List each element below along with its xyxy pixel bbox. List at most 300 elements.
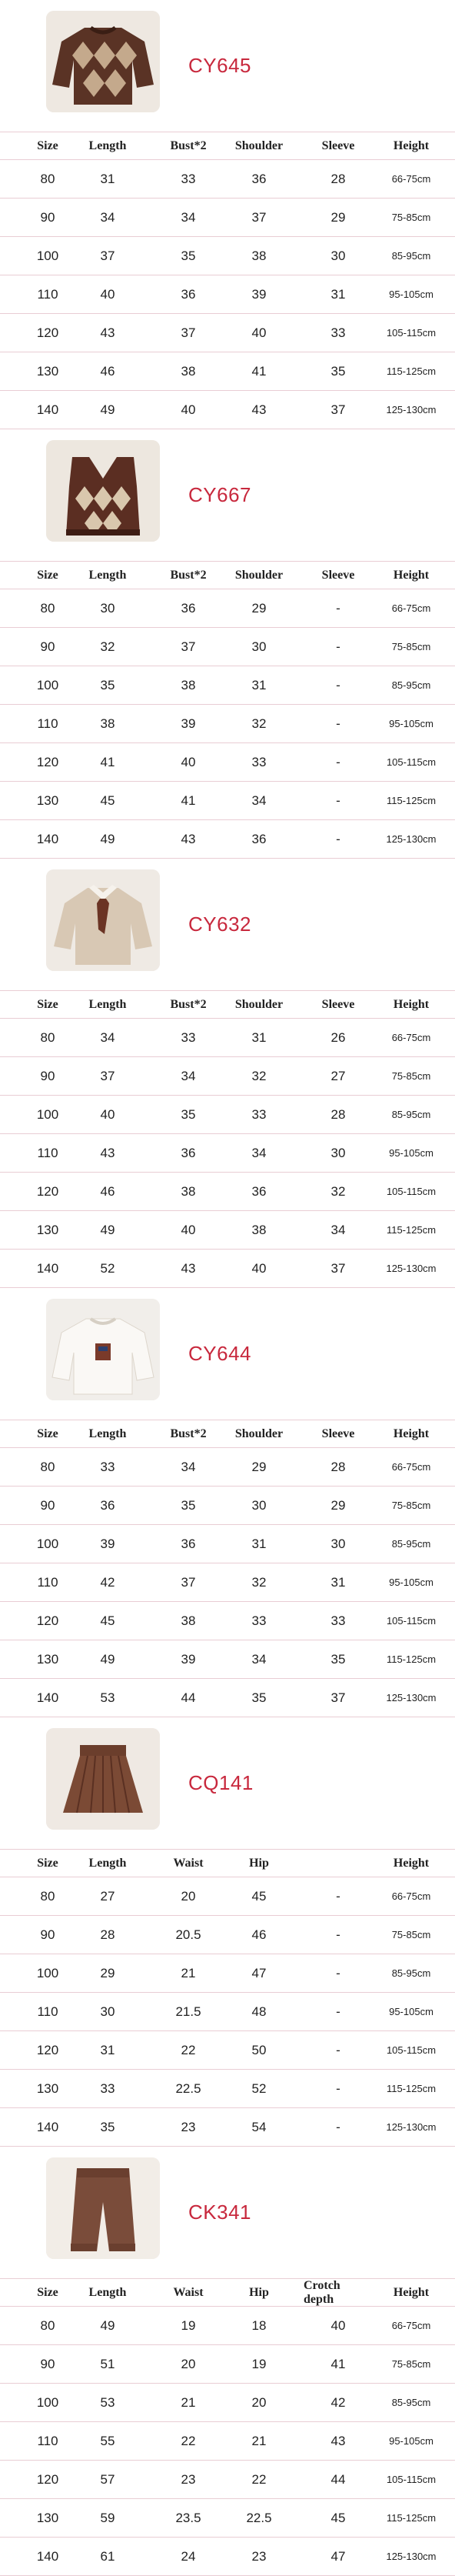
table-cell: 130 xyxy=(36,1222,59,1237)
table-cell: 34 xyxy=(251,1651,267,1667)
table-cell: 38 xyxy=(181,677,196,692)
table-cell: 31 xyxy=(100,171,115,186)
table-cell: 29 xyxy=(100,1965,115,1980)
table-row xyxy=(0,2461,455,2499)
table-cell: 80 xyxy=(40,1888,55,1904)
table-cell: - xyxy=(336,1927,340,1942)
table-cell: 35 xyxy=(181,248,196,263)
table-cell: 30 xyxy=(100,2004,115,2019)
table-cell: 40 xyxy=(100,1106,115,1122)
table-cell: - xyxy=(336,1965,340,1980)
table-cell: 85-95cm xyxy=(391,1538,431,1550)
table-cell: 22.5 xyxy=(175,2080,201,2096)
table-cell: 31 xyxy=(251,1536,267,1551)
table-row xyxy=(0,2345,455,2384)
table-cell: 90 xyxy=(40,639,55,654)
table-row xyxy=(0,2538,455,2576)
size-section xyxy=(0,0,455,429)
table-cell: 130 xyxy=(36,792,59,808)
table-cell: 33 xyxy=(251,1106,267,1122)
table-cell: 120 xyxy=(36,1183,59,1199)
table-cell: 31 xyxy=(100,2042,115,2057)
table-cell: 35 xyxy=(181,1497,196,1513)
size-section xyxy=(0,1717,455,2147)
table-cell: 38 xyxy=(251,1222,267,1237)
cy644-sweater-photo xyxy=(46,1299,160,1400)
table-cell: 23 xyxy=(181,2119,196,2134)
table-cell: 75-85cm xyxy=(391,2358,431,2370)
table-cell: - xyxy=(336,716,340,731)
table-cell: 40 xyxy=(251,325,267,340)
column-header: Hip xyxy=(249,1856,269,1870)
column-header: Shoulder xyxy=(234,568,284,582)
table-cell: 31 xyxy=(330,286,346,302)
table-cell: 19 xyxy=(251,2356,267,2371)
table-cell: 41 xyxy=(251,363,267,379)
table-row xyxy=(0,589,455,628)
table-cell: 32 xyxy=(251,1068,267,1083)
table-cell: 45 xyxy=(330,2510,346,2525)
table-cell: 38 xyxy=(181,1613,196,1628)
product-code: CY632 xyxy=(188,913,251,936)
table-cell: 35 xyxy=(100,2119,115,2134)
table-cell: 125-130cm xyxy=(386,2551,437,2562)
table-cell: 27 xyxy=(100,1888,115,1904)
table-cell: 110 xyxy=(37,2433,58,2448)
table-cell: 20.5 xyxy=(175,1927,201,1942)
table-cell: 22 xyxy=(181,2433,196,2448)
table-cell: 22.5 xyxy=(246,2510,272,2525)
table-cell: 125-130cm xyxy=(386,1692,437,1703)
table-cell: 95-105cm xyxy=(389,1147,433,1159)
table-cell: 36 xyxy=(100,1497,115,1513)
table-cell: 30 xyxy=(100,600,115,616)
table-cell: 36 xyxy=(181,600,196,616)
table-cell: 40 xyxy=(181,402,196,417)
table-cell: 80 xyxy=(40,600,55,616)
table-cell: - xyxy=(336,2004,340,2019)
table-cell: 55 xyxy=(100,2433,115,2448)
table-cell: 35 xyxy=(330,363,346,379)
table-header-row xyxy=(0,1420,455,1448)
table-cell: 66-75cm xyxy=(391,1890,431,1902)
column-header: Height xyxy=(393,1426,430,1440)
table-cell: 105-115cm xyxy=(386,756,437,768)
column-header: Height xyxy=(393,2285,430,2299)
table-cell: 30 xyxy=(251,639,267,654)
table-header-row xyxy=(0,990,455,1019)
table-cell: 41 xyxy=(100,754,115,769)
table-cell: 57 xyxy=(100,2471,115,2487)
table-row xyxy=(0,1211,455,1250)
table-cell: 30 xyxy=(330,1145,346,1160)
table-cell: 80 xyxy=(40,2317,55,2333)
table-cell: - xyxy=(336,2042,340,2057)
table-cell: 52 xyxy=(251,2080,267,2096)
table-row xyxy=(0,2422,455,2461)
table-cell: 40 xyxy=(251,1260,267,1276)
table-cell: 36 xyxy=(251,831,267,846)
table-cell: 28 xyxy=(330,171,346,186)
table-cell: 48 xyxy=(251,2004,267,2019)
size-table xyxy=(0,990,455,1288)
size-table xyxy=(0,132,455,429)
table-cell: 90 xyxy=(40,2356,55,2371)
table-cell: - xyxy=(336,831,340,846)
table-cell: 34 xyxy=(251,1145,267,1160)
table-cell: 40 xyxy=(100,286,115,302)
table-cell: 100 xyxy=(36,248,59,263)
table-cell: 120 xyxy=(36,2042,59,2057)
table-cell: 110 xyxy=(37,1145,58,1160)
table-cell: 29 xyxy=(330,209,346,225)
table-cell: 41 xyxy=(330,2356,346,2371)
table-cell: - xyxy=(336,754,340,769)
column-header: Shoulder xyxy=(234,997,284,1011)
table-cell: 37 xyxy=(181,639,196,654)
table-cell: 90 xyxy=(40,209,55,225)
cy632-sweater-photo xyxy=(46,869,160,971)
column-header: Sleeve xyxy=(321,1426,355,1440)
column-header: Length xyxy=(88,1426,127,1440)
table-cell: 34 xyxy=(100,209,115,225)
column-header: Crotch depth xyxy=(304,2278,340,2306)
column-header: Shoulder xyxy=(234,1426,284,1440)
table-cell: 140 xyxy=(36,2119,59,2134)
column-header: Size xyxy=(37,138,58,152)
table-header-row xyxy=(0,1849,455,1877)
table-cell: 37 xyxy=(251,209,267,225)
table-cell: 75-85cm xyxy=(391,1500,431,1511)
table-cell: 85-95cm xyxy=(391,679,431,691)
column-header: Waist xyxy=(173,1856,204,1870)
table-cell: 125-130cm xyxy=(386,404,437,415)
table-row xyxy=(0,199,455,237)
table-cell: 39 xyxy=(181,1651,196,1667)
table-row xyxy=(0,1954,455,1993)
table-cell: 29 xyxy=(251,1459,267,1474)
size-section xyxy=(0,2147,455,2576)
cy667-vest-photo xyxy=(46,440,160,542)
product-code: CQ141 xyxy=(188,1771,254,1794)
table-cell: 37 xyxy=(330,1690,346,1705)
table-cell: 46 xyxy=(100,1183,115,1199)
table-cell: 46 xyxy=(100,363,115,379)
table-row xyxy=(0,2108,455,2147)
column-header: Size xyxy=(37,2285,58,2299)
table-cell: 33 xyxy=(330,1613,346,1628)
table-cell: 130 xyxy=(36,1651,59,1667)
table-cell: 38 xyxy=(251,248,267,263)
table-cell: 22 xyxy=(251,2471,267,2487)
table-cell: 80 xyxy=(40,1029,55,1045)
table-cell: 49 xyxy=(100,831,115,846)
table-cell: 28 xyxy=(100,1927,115,1942)
column-header: Size xyxy=(37,1426,58,1440)
table-cell: 37 xyxy=(100,1068,115,1083)
table-cell: 105-115cm xyxy=(386,2474,437,2485)
product-code: CY644 xyxy=(188,1342,251,1365)
table-row xyxy=(0,352,455,391)
table-cell: 33 xyxy=(100,1459,115,1474)
table-row xyxy=(0,1250,455,1288)
table-row xyxy=(0,1525,455,1563)
column-header: Size xyxy=(37,568,58,582)
table-cell: 38 xyxy=(100,716,115,731)
table-cell: 45 xyxy=(251,1888,267,1904)
table-row xyxy=(0,2499,455,2538)
table-cell: 32 xyxy=(330,1183,346,1199)
table-cell: - xyxy=(336,792,340,808)
table-cell: 105-115cm xyxy=(386,327,437,339)
column-header: Bust*2 xyxy=(170,568,207,582)
column-header: Bust*2 xyxy=(170,1426,207,1440)
table-cell: 85-95cm xyxy=(391,2397,431,2408)
table-cell: 30 xyxy=(251,1497,267,1513)
table-cell: 110 xyxy=(37,716,58,731)
table-cell: 36 xyxy=(251,171,267,186)
table-cell: 100 xyxy=(36,1106,59,1122)
table-cell: 53 xyxy=(100,1690,115,1705)
table-cell: 20 xyxy=(251,2394,267,2410)
table-cell: 33 xyxy=(181,1029,196,1045)
table-cell: 33 xyxy=(100,2080,115,2096)
table-row xyxy=(0,1916,455,1954)
column-header: Length xyxy=(88,1856,127,1870)
table-cell: 140 xyxy=(36,1690,59,1705)
table-cell: 54 xyxy=(251,2119,267,2134)
table-cell: - xyxy=(336,600,340,616)
table-cell: 100 xyxy=(36,2394,59,2410)
table-cell: 115-125cm xyxy=(386,2083,437,2094)
size-section xyxy=(0,1288,455,1717)
size-table xyxy=(0,1849,455,2147)
table-cell: 42 xyxy=(330,2394,346,2410)
table-row xyxy=(0,1134,455,1173)
table-cell: 33 xyxy=(251,754,267,769)
table-cell: 61 xyxy=(100,2548,115,2564)
table-cell: 37 xyxy=(330,1260,346,1276)
table-row xyxy=(0,275,455,314)
table-cell: 90 xyxy=(40,1068,55,1083)
column-header: Length xyxy=(88,997,127,1011)
table-cell: - xyxy=(336,2119,340,2134)
table-cell: 85-95cm xyxy=(391,1109,431,1120)
table-cell: 34 xyxy=(100,1029,115,1045)
table-cell: 21 xyxy=(181,1965,196,1980)
table-cell: 19 xyxy=(181,2317,196,2333)
table-cell: 105-115cm xyxy=(386,1186,437,1197)
table-cell: 43 xyxy=(181,1260,196,1276)
table-cell: 34 xyxy=(181,209,196,225)
table-cell: 75-85cm xyxy=(391,212,431,223)
table-cell: 47 xyxy=(251,1965,267,1980)
table-row xyxy=(0,1640,455,1679)
table-cell: 120 xyxy=(36,754,59,769)
table-cell: 115-125cm xyxy=(386,795,437,806)
table-cell: 44 xyxy=(181,1690,196,1705)
table-cell: 140 xyxy=(36,831,59,846)
table-cell: 34 xyxy=(330,1222,346,1237)
size-table xyxy=(0,2278,455,2576)
table-cell: 37 xyxy=(330,402,346,417)
table-cell: 59 xyxy=(100,2510,115,2525)
table-cell: 140 xyxy=(36,2548,59,2564)
size-table xyxy=(0,561,455,859)
column-header: Size xyxy=(37,1856,58,1870)
table-cell: 75-85cm xyxy=(391,1070,431,1082)
table-cell: 33 xyxy=(251,1613,267,1628)
table-cell: 125-130cm xyxy=(386,1263,437,1274)
table-cell: 21 xyxy=(251,2433,267,2448)
table-cell: 130 xyxy=(36,2080,59,2096)
table-cell: 35 xyxy=(251,1690,267,1705)
table-cell: 28 xyxy=(330,1106,346,1122)
table-cell: 125-130cm xyxy=(386,2121,437,2133)
table-cell: - xyxy=(336,1888,340,1904)
table-cell: 110 xyxy=(37,2004,58,2019)
table-cell: 85-95cm xyxy=(391,1967,431,1979)
table-cell: 23 xyxy=(181,2471,196,2487)
table-cell: - xyxy=(336,639,340,654)
column-header: Bust*2 xyxy=(170,138,207,152)
table-cell: 23 xyxy=(251,2548,267,2564)
table-cell: 46 xyxy=(251,1927,267,1942)
table-row xyxy=(0,820,455,859)
column-header: Height xyxy=(393,1856,430,1870)
table-cell: 32 xyxy=(251,1574,267,1590)
table-cell: 49 xyxy=(100,1222,115,1237)
table-cell: 18 xyxy=(251,2317,267,2333)
size-table xyxy=(0,1420,455,1717)
table-cell: 35 xyxy=(330,1651,346,1667)
table-cell: 29 xyxy=(251,600,267,616)
size-section xyxy=(0,429,455,859)
cq141-skirt-photo xyxy=(46,1728,160,1830)
table-cell: 23.5 xyxy=(175,2510,201,2525)
table-cell: 20 xyxy=(181,2356,196,2371)
table-cell: 95-105cm xyxy=(389,289,433,300)
column-header xyxy=(304,1850,373,1877)
table-cell: 42 xyxy=(100,1574,115,1590)
table-cell: 37 xyxy=(181,1574,196,1590)
table-cell: 85-95cm xyxy=(391,250,431,262)
table-row xyxy=(0,1993,455,2031)
table-cell: 115-125cm xyxy=(386,365,437,377)
table-cell: 31 xyxy=(251,1029,267,1045)
column-header: Sleeve xyxy=(321,997,355,1011)
table-cell: 95-105cm xyxy=(389,718,433,729)
table-cell: 95-105cm xyxy=(389,2006,433,2017)
table-cell: 95-105cm xyxy=(389,2435,433,2447)
table-cell: 47 xyxy=(330,2548,346,2564)
table-cell: 130 xyxy=(36,2510,59,2525)
table-cell: 105-115cm xyxy=(386,1615,437,1627)
table-cell: 36 xyxy=(181,1536,196,1551)
table-cell: 40 xyxy=(181,1222,196,1237)
table-cell: 120 xyxy=(36,325,59,340)
table-cell: - xyxy=(336,677,340,692)
table-cell: 130 xyxy=(36,363,59,379)
table-cell: 43 xyxy=(251,402,267,417)
table-row xyxy=(0,2307,455,2345)
column-header: Height xyxy=(393,997,430,1011)
column-header: Length xyxy=(88,568,127,582)
table-cell: 35 xyxy=(181,1106,196,1122)
table-cell: 20 xyxy=(181,1888,196,1904)
table-cell: 75-85cm xyxy=(391,641,431,652)
column-header: Waist xyxy=(173,2285,204,2299)
table-cell: 21.5 xyxy=(175,2004,201,2019)
table-row xyxy=(0,1487,455,1525)
table-header-row xyxy=(0,561,455,589)
table-cell: 43 xyxy=(330,2433,346,2448)
table-cell: 90 xyxy=(40,1497,55,1513)
table-header-row xyxy=(0,2278,455,2307)
table-cell: 90 xyxy=(40,1927,55,1942)
table-row xyxy=(0,1096,455,1134)
table-cell: 34 xyxy=(181,1068,196,1083)
table-row xyxy=(0,2031,455,2070)
product-code: CY667 xyxy=(188,483,251,506)
table-cell: 110 xyxy=(37,286,58,302)
table-cell: 37 xyxy=(100,248,115,263)
column-header: Height xyxy=(393,568,430,582)
table-row xyxy=(0,1448,455,1487)
table-cell: 115-125cm xyxy=(386,1224,437,1236)
table-cell: 120 xyxy=(36,1613,59,1628)
table-row xyxy=(0,1679,455,1717)
table-cell: 43 xyxy=(181,831,196,846)
table-cell: 66-75cm xyxy=(391,2320,431,2331)
column-header: Size xyxy=(37,997,58,1011)
table-cell: 34 xyxy=(251,792,267,808)
table-cell: 75-85cm xyxy=(391,1929,431,1940)
size-section xyxy=(0,859,455,1288)
table-row xyxy=(0,1602,455,1640)
table-cell: 125-130cm xyxy=(386,833,437,845)
column-header: Shoulder xyxy=(234,138,284,152)
table-cell: 34 xyxy=(181,1459,196,1474)
table-cell: 38 xyxy=(181,363,196,379)
table-cell: 32 xyxy=(251,716,267,731)
table-cell: 53 xyxy=(100,2394,115,2410)
table-cell: 80 xyxy=(40,1459,55,1474)
table-cell: 49 xyxy=(100,402,115,417)
cy645-sweater-photo xyxy=(46,11,160,112)
table-cell: 100 xyxy=(36,677,59,692)
table-cell: 33 xyxy=(330,325,346,340)
table-cell: 115-125cm xyxy=(386,1653,437,1665)
table-cell: 39 xyxy=(181,716,196,731)
product-code: CK341 xyxy=(188,2201,251,2224)
table-cell: 40 xyxy=(330,2317,346,2333)
table-cell: 51 xyxy=(100,2356,115,2371)
table-cell: 115-125cm xyxy=(386,2512,437,2524)
table-cell: 80 xyxy=(40,171,55,186)
table-cell: 66-75cm xyxy=(391,173,431,185)
table-cell: 22 xyxy=(181,2042,196,2057)
table-row xyxy=(0,391,455,429)
column-header: Length xyxy=(88,138,127,152)
table-cell: 39 xyxy=(251,286,267,302)
table-row xyxy=(0,1173,455,1211)
table-cell: 36 xyxy=(181,1145,196,1160)
table-cell: 44 xyxy=(330,2471,346,2487)
table-cell: 95-105cm xyxy=(389,1577,433,1588)
table-cell: 43 xyxy=(100,325,115,340)
table-cell: 37 xyxy=(181,325,196,340)
